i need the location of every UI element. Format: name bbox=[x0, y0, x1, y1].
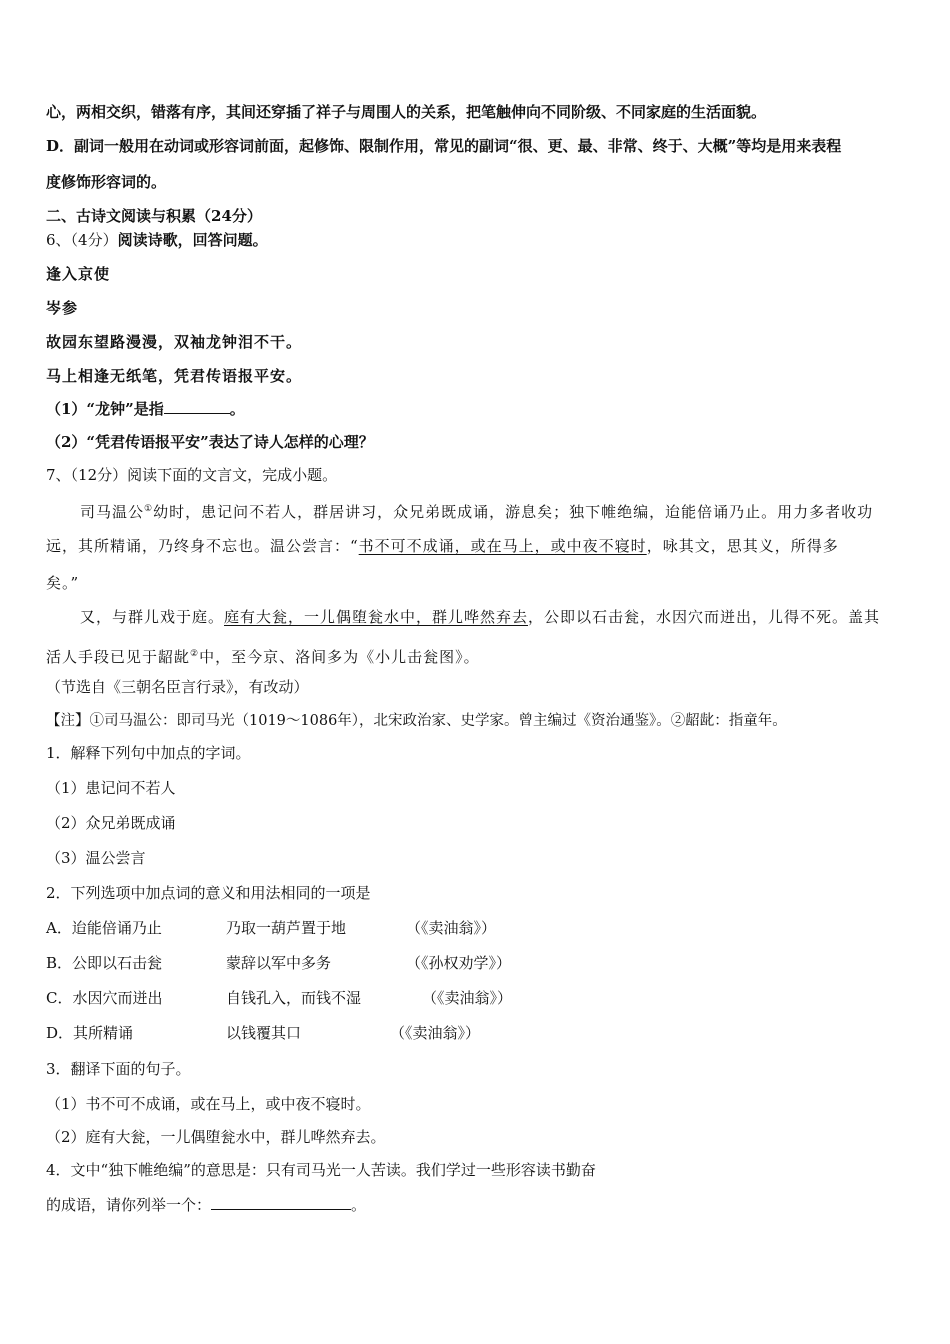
question-7-stem: 7、（12分）阅读下面的文言文，完成小题。 bbox=[46, 466, 338, 484]
option-label: A．迨能倍诵乃止 bbox=[46, 919, 162, 937]
footnote-mark: ① bbox=[144, 504, 154, 514]
poem-title: 逢入京使 bbox=[46, 265, 111, 283]
option-source: （《卖油翁》） bbox=[422, 989, 513, 1007]
sub-question-3-item: （1）书不可不成诵，或在马上，或中夜不寝时。 bbox=[46, 1095, 371, 1113]
sub-4-end: 。 bbox=[351, 1196, 367, 1214]
option-label: C．水因穴而迸出 bbox=[46, 989, 163, 1007]
sub-4-text: 的成语，请你列举一个： bbox=[46, 1196, 212, 1214]
passage-text: 司马温公 bbox=[80, 503, 145, 521]
passage-text: 活人手段已见于龆龀 bbox=[46, 648, 191, 666]
footnote-mark: ② bbox=[190, 649, 200, 659]
sub-question-3-item: （2）庭有大瓮，一儿偶堕瓮水中，群儿哗然弃去。 bbox=[46, 1128, 386, 1146]
underlined-sentence: 书不可不成诵，或在马上，或中夜不寝时 bbox=[358, 537, 647, 555]
text-line: 心，两相交织，错落有序，其间还穿插了祥子与周围人的关系，把笔触伸向不同阶级、不同家庭的生活面貌。 bbox=[46, 103, 767, 121]
question-6-stem bbox=[46, 230, 268, 250]
passage-text: 幼时，患记问不若人，群居讲习，众兄弟既成诵，游息矣；独下帷绝编，迨能倍诵乃止。用力多者收功 bbox=[153, 503, 874, 521]
option-label: D．其所精诵 bbox=[46, 1024, 134, 1042]
sub-question-1-item: （2）众兄弟既成诵 bbox=[46, 814, 176, 832]
sub-question-1-item: （3）温公尝言 bbox=[46, 849, 146, 867]
option-compare: 自钱孔入，而钱不湿 bbox=[226, 989, 362, 1007]
option-label: B．公即以石击瓮 bbox=[46, 954, 163, 972]
option-source: （《卖油翁》） bbox=[406, 919, 497, 937]
passage-p2-line2 bbox=[46, 644, 480, 667]
passage-text: 又，与群儿戏于庭。 bbox=[80, 608, 225, 626]
poem-line-2: 马上相逢无纸笔，凭君传语报平安。 bbox=[46, 367, 303, 385]
option-source: （《孙权劝学》） bbox=[406, 954, 512, 972]
question-6-sub-2: （2）“凭君传语报平安”表达了诗人怎样的心理？ bbox=[46, 433, 374, 451]
sub-question-2: 2．下列选项中加点词的意义和用法相同的一项是 bbox=[46, 884, 371, 902]
passage-text: 远，其所精诵，乃终身不忘也。温公尝言：“ bbox=[46, 537, 359, 555]
underlined-sentence: 庭有大瓮，一儿偶堕瓮水中，群儿哗然弃去 bbox=[224, 608, 529, 626]
sub-1-text: （1）“龙钟”是指 bbox=[46, 400, 164, 418]
passage-source: （节选自《三朝名臣言行录》，有改动） bbox=[46, 678, 309, 696]
sub-question-1-item: （1）患记问不若人 bbox=[46, 779, 176, 797]
poem-line-1: 故园东望路漫漫，双袖龙钟泪不干。 bbox=[46, 333, 303, 351]
option-compare: 以钱覆其口 bbox=[226, 1024, 302, 1042]
sub-question-1: 1．解释下列句中加点的字词。 bbox=[46, 744, 251, 762]
question-6-sub-1 bbox=[46, 399, 245, 419]
section-title: 二、古诗文阅读与积累（24分） bbox=[46, 207, 262, 225]
passage-p1-line2 bbox=[46, 536, 839, 556]
question-6-prefix: 6、（4分） bbox=[46, 231, 118, 249]
option-compare: 乃取一葫芦置于地 bbox=[226, 919, 347, 937]
answer-blank[interactable] bbox=[164, 399, 230, 414]
option-d-line-cont: 度修饰形容词的。 bbox=[46, 173, 167, 191]
answer-blank[interactable] bbox=[211, 1195, 351, 1210]
passage-p1-line3: 矣。” bbox=[46, 574, 80, 592]
option-compare: 蒙辞以军中多务 bbox=[226, 954, 332, 972]
passage-text: ，公即以石击瓮，水因穴而迸出，儿得不死。盖其 bbox=[528, 608, 881, 626]
question-6-text: 阅读诗歌，回答问题。 bbox=[117, 231, 268, 249]
passage-text: ，咏其文，思其义，所得多 bbox=[646, 537, 839, 555]
sub-question-4: 4．文中“独下帷绝编”的意思是：只有司马光一人苦读。我们学过一些形容读书勤奋 bbox=[46, 1161, 596, 1179]
sub-1-end: 。 bbox=[229, 400, 245, 418]
sub-question-4-cont bbox=[46, 1195, 366, 1215]
passage-p2-line1 bbox=[80, 607, 880, 627]
passage-note: 【注】①司马温公：即司马光（1019～1086年），北宋政治家、史学家。曾主编过《资治通鉴》。②龆龀：指童年。 bbox=[46, 713, 787, 729]
poem-author: 岑参 bbox=[46, 299, 79, 317]
sub-question-3: 3．翻译下面的句子。 bbox=[46, 1060, 191, 1078]
option-d-line: D．副词一般用在动词或形容词前面，起修饰、限制作用，常见的副词“很、更、最、非常、终于、大概”等均是用来表程 bbox=[46, 137, 842, 155]
passage-p1-line1 bbox=[80, 499, 873, 522]
passage-text: 中，至今京、洛间多为《小儿击瓮图》。 bbox=[199, 648, 480, 666]
option-source: （《卖油翁》） bbox=[390, 1024, 481, 1042]
